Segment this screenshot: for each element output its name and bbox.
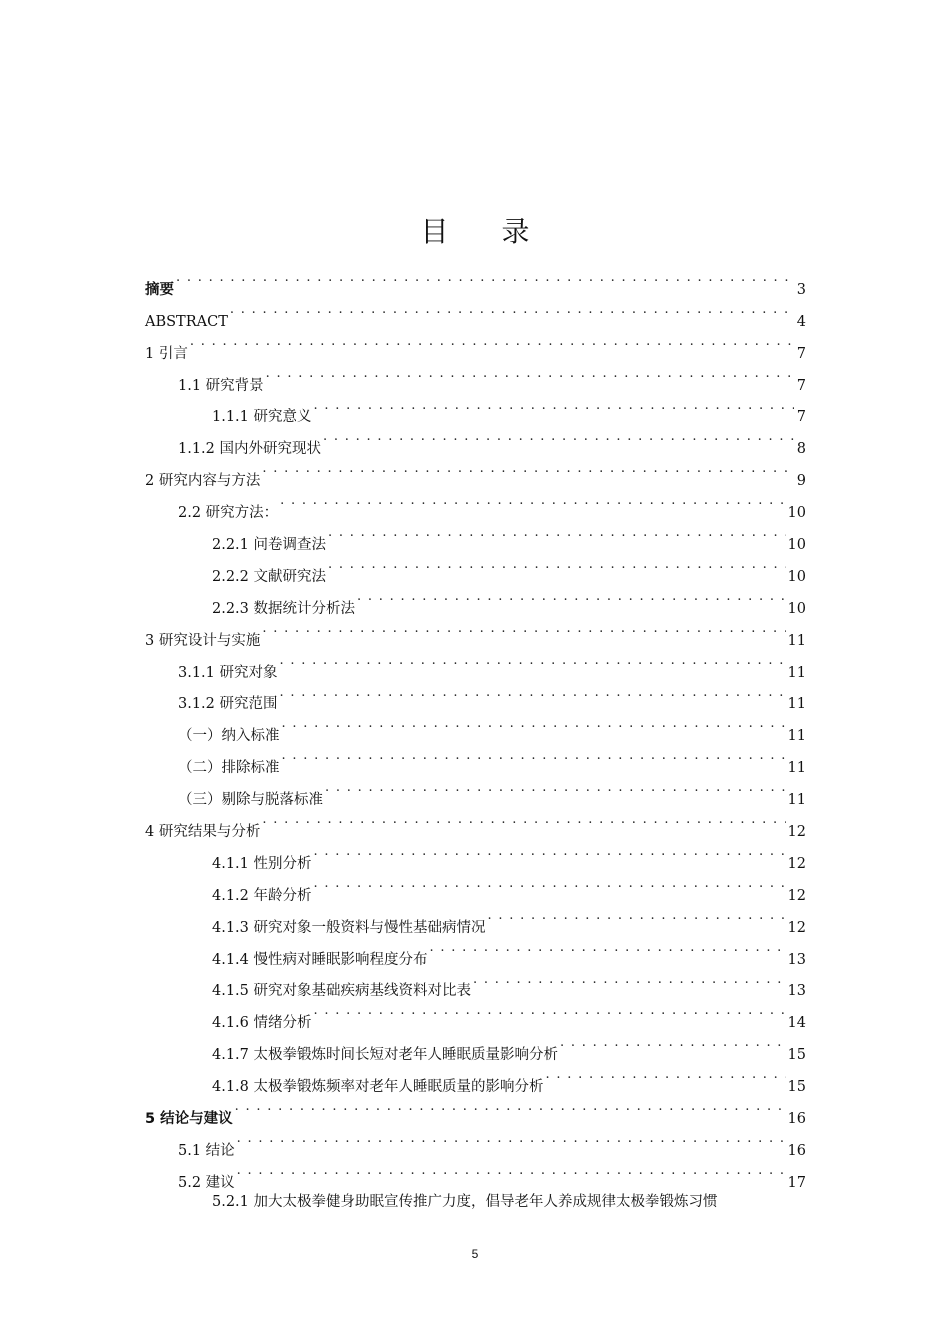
toc-entry-page: 9	[796, 473, 806, 490]
toc-entry[interactable]	[145, 294, 806, 330]
toc-dot-leader	[262, 613, 785, 645]
toc-entry-label: 3.1.1 研究对象	[178, 664, 278, 681]
toc-dot-leader	[282, 740, 786, 772]
toc-entry-label: 2.2.1 问卷调查法	[212, 537, 327, 554]
toc-entry-label: 4.1.7 太极拳锻炼时间长短对老年人睡眠质量影响分析	[212, 1047, 559, 1064]
toc-entry-label: 摘要	[145, 281, 174, 298]
toc-entry-label: 4.1.6 情绪分析	[212, 1015, 312, 1032]
toc-entry-page: 11	[787, 696, 806, 713]
toc-entry-label: 4.1.1 性别分析	[212, 855, 312, 872]
toc-entry-label: （一）纳入标准	[178, 728, 280, 745]
toc-entry-label: 1.1 研究背景	[178, 377, 264, 394]
toc-entry-page: 11	[787, 792, 806, 809]
toc-entry[interactable]	[145, 358, 806, 394]
toc-dot-leader	[190, 326, 794, 358]
toc-dot-leader	[546, 1059, 786, 1091]
toc-entry-page: 14	[787, 1015, 806, 1032]
toc-dot-leader	[266, 358, 794, 390]
toc-dot-leader	[328, 517, 786, 549]
toc-entry[interactable]	[145, 1155, 806, 1191]
toc-dot-leader	[314, 390, 794, 422]
toc-dot-leader	[280, 677, 786, 709]
toc-dot-leader	[262, 453, 794, 485]
toc-dot-leader	[430, 932, 786, 964]
toc-entry-page: 7	[796, 377, 806, 394]
toc-entry-label: 5.1 结论	[178, 1142, 235, 1159]
toc-dot-leader	[235, 1091, 786, 1123]
toc-entry-label: 1.1.1 研究意义	[212, 409, 312, 426]
toc-entry-page: 11	[787, 632, 806, 649]
toc-entry-label: 4.1.4 慢性病对睡眠影响程度分布	[212, 951, 428, 968]
toc-entry-label: 4.1.3 研究对象一般资料与慢性基础病情况	[212, 919, 486, 936]
toc-dot-leader	[262, 804, 785, 836]
toc-entry-page: 15	[787, 1047, 806, 1064]
toc-entry-label: （三）剔除与脱落标准	[178, 792, 323, 809]
toc-list	[145, 262, 806, 1219]
toc-entry-label: 3.1.2 研究范围	[178, 696, 278, 713]
toc-entry-page: 16	[787, 1111, 806, 1128]
toc-entry-label: 4.1.5 研究对象基础疾病基线资料对比表	[212, 983, 472, 1000]
toc-entry-page: 16	[787, 1142, 806, 1159]
toc-entry-label: 4.1.8 太极拳锻炼频率对老年人睡眠质量的影响分析	[212, 1079, 544, 1096]
toc-dot-leader	[230, 294, 794, 326]
toc-entry-page: 12	[787, 824, 806, 841]
toc-entry-label: ABSTRACT	[145, 313, 228, 330]
toc-dot-leader	[323, 421, 794, 453]
toc-entry-label: 3 研究设计与实施	[145, 632, 261, 649]
toc-entry-label: 2.2 研究方法：	[178, 505, 279, 522]
toc-dot-leader	[237, 1123, 786, 1155]
toc-entry-label: （二）排除标准	[178, 760, 280, 777]
toc-entry-label: 5 结论与建议	[145, 1111, 233, 1128]
toc-dot-leader	[280, 485, 785, 517]
toc-entry-label: 4.1.2 年龄分析	[212, 887, 312, 904]
toc-entry[interactable]	[145, 1187, 806, 1219]
toc-entry-label: 2.2.2 文献研究法	[212, 568, 327, 585]
toc-dot-leader	[237, 1155, 786, 1187]
toc-dot-leader	[314, 836, 786, 868]
toc-entry-page: 11	[787, 664, 806, 681]
toc-entry-label: 5.2 建议	[178, 1174, 235, 1191]
toc-entry-page: 15	[787, 1079, 806, 1096]
toc-entry-label: 4 研究结果与分析	[145, 824, 261, 841]
toc-entry-page: 12	[787, 855, 806, 872]
toc-entry-page: 7	[796, 345, 806, 362]
toc-entry-page: 10	[787, 505, 806, 522]
toc-dot-leader	[488, 900, 786, 932]
toc-dot-leader	[357, 581, 786, 613]
toc-entry-page: 11	[787, 728, 806, 745]
toc-entry-page: 7	[796, 409, 806, 426]
toc-dot-leader	[176, 262, 794, 294]
page-number: 5	[471, 1247, 479, 1261]
toc-entry-label: 2 研究内容与方法	[145, 473, 261, 490]
toc-dot-leader	[325, 772, 786, 804]
toc-entry-page: 13	[787, 951, 806, 968]
toc-entry-page: 13	[787, 983, 806, 1000]
toc-dot-leader	[314, 995, 786, 1027]
toc-dot-leader	[314, 868, 786, 900]
toc-dot-leader	[473, 964, 786, 996]
toc-dot-leader	[328, 549, 786, 581]
toc-entry-page: 12	[787, 919, 806, 936]
toc-entry-page: 17	[787, 1174, 806, 1191]
toc-entry[interactable]	[145, 1091, 806, 1128]
toc-entry-page: 8	[796, 441, 806, 458]
toc-entry[interactable]	[145, 1123, 806, 1159]
toc-title: 目 录	[420, 215, 552, 248]
toc-entry-label: 1 引言	[145, 345, 188, 362]
toc-entry-page: 12	[787, 887, 806, 904]
toc-entry-label: 5.2.1 加大太极拳健身助眠宣传推广力度，倡导老年人养成规律太极拳锻炼习惯	[212, 1193, 718, 1210]
toc-entry-label: 1.1.2 国内外研究现状	[178, 441, 322, 458]
toc-entry-page: 10	[787, 568, 806, 585]
toc-dot-leader	[282, 708, 786, 740]
toc-entry[interactable]	[145, 326, 806, 362]
toc-entry-page: 10	[787, 537, 806, 554]
toc-dot-leader	[560, 1027, 786, 1059]
toc-entry-page: 10	[787, 600, 806, 617]
toc-dot-leader	[280, 645, 786, 677]
toc-entry-page: 3	[796, 281, 806, 298]
toc-entry-label: 2.2.3 数据统计分析法	[212, 600, 356, 617]
toc-entry-page: 11	[787, 760, 806, 777]
toc-entry-page: 4	[796, 313, 806, 330]
toc-entry[interactable]	[145, 262, 806, 298]
